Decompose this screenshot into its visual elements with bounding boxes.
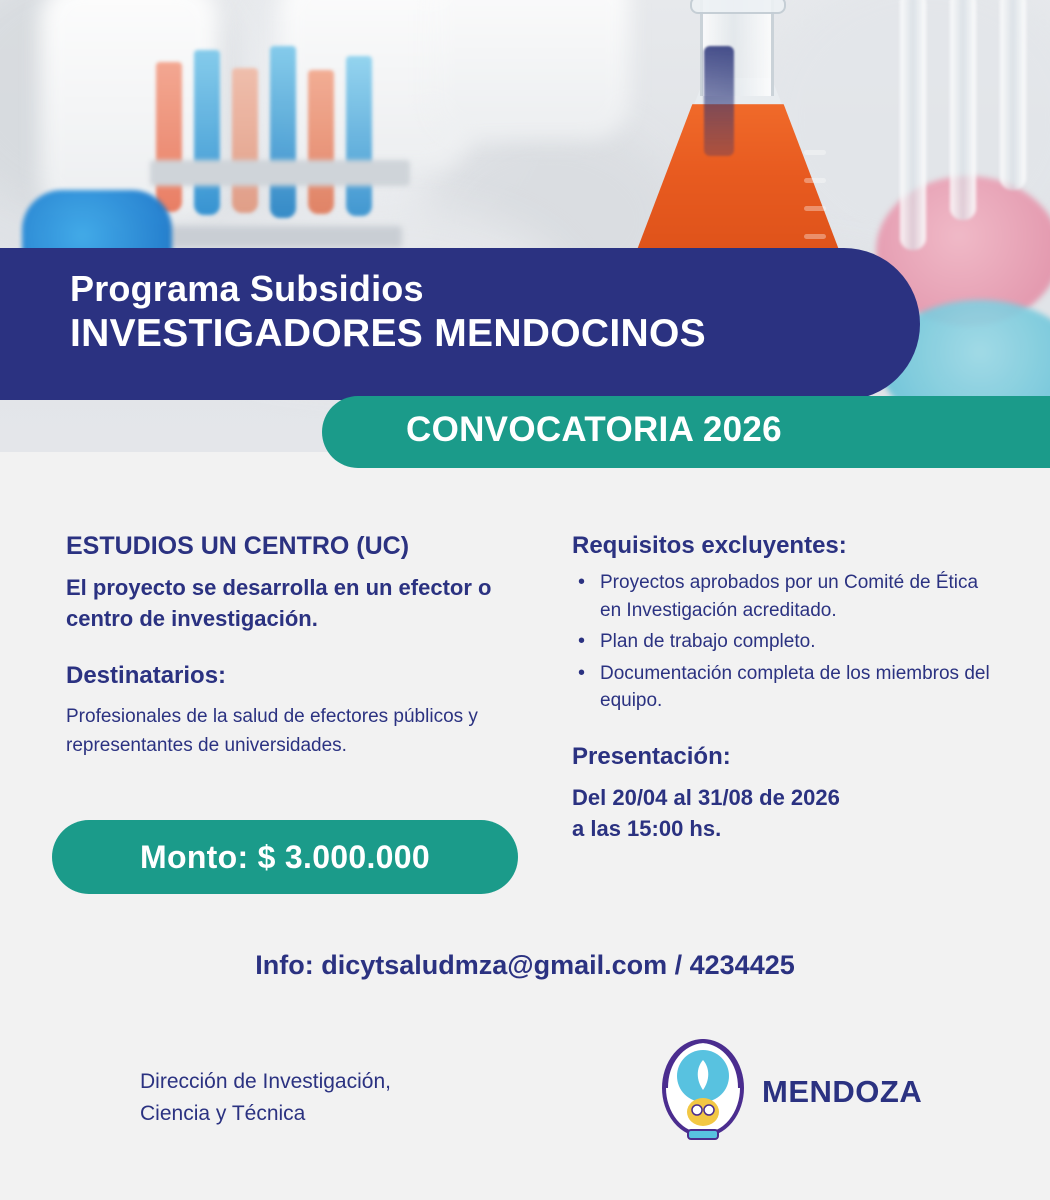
list-item: • Documentación completa de los miembros del equipo. <box>572 660 1002 715</box>
lab-coat-shape <box>430 0 630 140</box>
test-tube <box>232 68 258 213</box>
office-line1: Dirección de Investigación, <box>140 1070 391 1093</box>
flask-graduation-mark <box>804 234 826 239</box>
list-item: • Proyectos aprobados por un Comité de Ética en Investigación acreditado. <box>572 569 1002 624</box>
flask-highlight <box>704 46 734 156</box>
program-title-line1: Programa Subsidios <box>70 268 424 309</box>
contact-info: Info: dicytsaludmza@gmail.com / 4234425 <box>255 950 795 980</box>
left-column <box>66 530 526 761</box>
office-line2: Ciencia y Técnica <box>140 1101 306 1125</box>
submission-line2: a las 15:00 hs. <box>572 816 722 842</box>
flask-graduation-mark <box>804 178 826 183</box>
recipients-description: Profesionales de la salud de efectores públicos y representantes de universidades. <box>66 705 478 757</box>
mendoza-logo <box>660 1038 922 1146</box>
office-name <box>140 1066 391 1129</box>
program-title-band <box>0 248 920 400</box>
glass-rod <box>900 0 926 250</box>
program-title-line2: INVESTIGADORES MENDOCINOS <box>70 312 706 355</box>
requirements-list <box>572 569 1002 715</box>
submission-line1: Del 20/04 al 31/08 de 2026 <box>572 785 840 811</box>
glass-rod <box>950 0 976 220</box>
flask-graduation-mark <box>804 206 826 211</box>
test-tube <box>194 50 220 215</box>
study-title: ESTUDIOS UN CENTRO (UC) <box>66 532 410 560</box>
test-tube <box>346 56 372 216</box>
poster-body <box>0 468 1050 1200</box>
recipients-title: Destinatarios: <box>66 662 227 690</box>
amount-label: Monto: $ 3.000.000 <box>140 838 430 875</box>
test-tube <box>270 46 296 218</box>
test-tube <box>156 62 182 212</box>
test-tube <box>308 70 334 214</box>
rack-bar <box>158 226 402 248</box>
flask-graduation-mark <box>804 150 826 155</box>
province-label: MENDOZA <box>762 1074 923 1109</box>
list-item: • Plan de trabajo completo. <box>572 628 1002 656</box>
requirements-title: Requisitos excluyentes: <box>572 532 847 559</box>
call-label: CONVOCATORIA 2026 <box>406 410 782 449</box>
study-description: El proyecto se desarrolla en un efector o centro de investigación. <box>66 575 492 632</box>
amount-pill <box>52 820 518 894</box>
right-column <box>572 530 1002 845</box>
call-band <box>322 396 1050 468</box>
mendoza-shield-icon <box>660 1038 746 1146</box>
submission-title: Presentación: <box>572 742 731 770</box>
flask-lip <box>690 0 786 14</box>
glass-rod <box>1000 0 1026 190</box>
rack-bar <box>150 160 410 186</box>
test-tube-rack <box>150 40 410 260</box>
